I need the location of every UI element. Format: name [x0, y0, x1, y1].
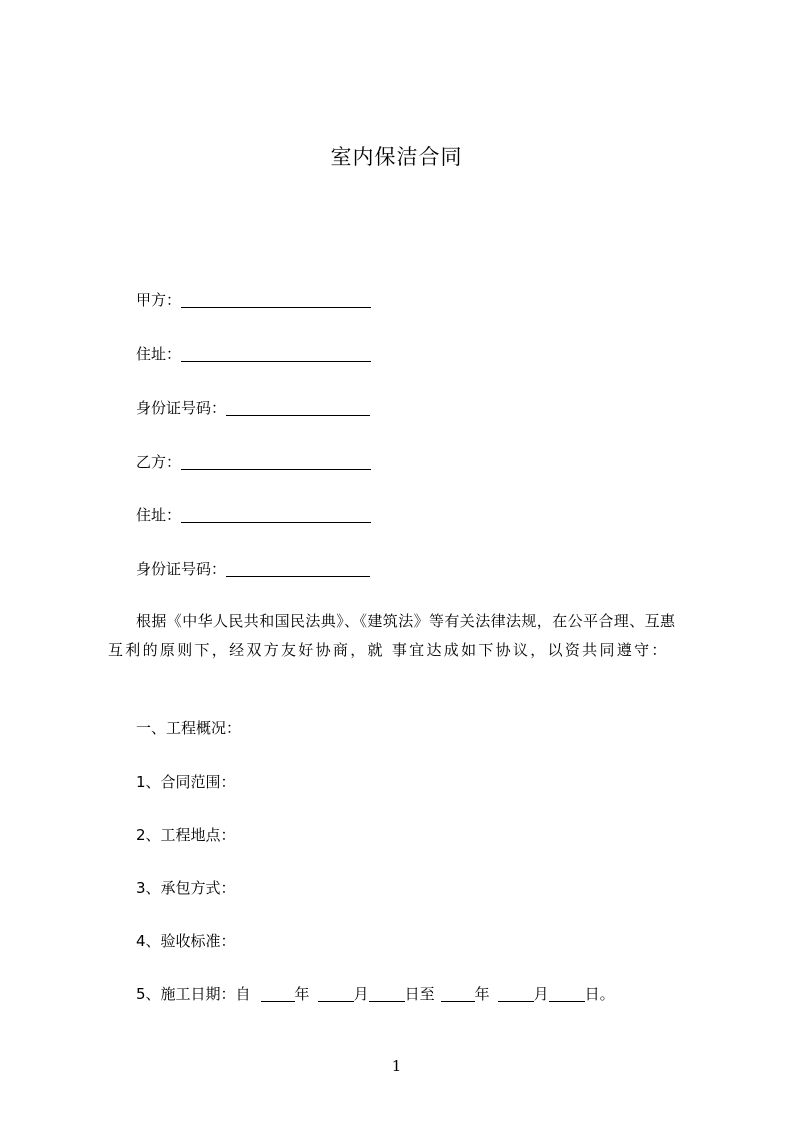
page-number: 1 [391, 1057, 402, 1075]
start-year-label: 年 [294, 985, 310, 1003]
acceptance-standard-item: 4、验收标准： [136, 932, 236, 950]
party-b-id-blank[interactable] [226, 562, 370, 577]
party-a-id-blank[interactable] [226, 401, 370, 416]
party-b-field [136, 452, 371, 472]
party-a-id-field [136, 398, 370, 418]
construction-date-line [136, 984, 615, 1004]
start-year-blank[interactable] [261, 987, 295, 1002]
document-title: 室内保洁合同 [330, 145, 463, 169]
party-b-label: 乙方： [136, 453, 182, 471]
start-month-label: 月 [353, 985, 369, 1003]
end-year-label: 年 [474, 985, 490, 1003]
date-prefix: 5、施工日期：自 [136, 985, 251, 1003]
party-a-blank[interactable] [181, 293, 371, 308]
party-a-id-label: 身份证号码： [136, 399, 227, 417]
section-1-heading: 一、工程概况： [136, 719, 242, 737]
party-a-address-label: 住址： [136, 345, 182, 363]
party-a-address-blank[interactable] [181, 347, 371, 362]
party-b-blank[interactable] [181, 455, 371, 470]
start-day-blank[interactable] [369, 987, 405, 1002]
preamble-paragraph [108, 611, 688, 660]
party-b-id-field [136, 559, 370, 579]
party-a-label: 甲方： [136, 291, 182, 309]
end-day-blank[interactable] [549, 987, 585, 1002]
project-location-item: 2、工程地点： [136, 826, 236, 844]
preamble-line-2: 互利的原则下，经双方友好协商，就 事宜达成如下协议，以资共同遵守： [108, 641, 669, 659]
party-a-field [136, 290, 371, 310]
party-b-address-field [136, 505, 371, 525]
end-month-label: 月 [533, 985, 549, 1003]
party-b-address-label: 住址： [136, 506, 182, 524]
end-label: 日。 [584, 985, 615, 1003]
preamble-line-1: 根据《中华人民共和国民法典》、《建筑法》等有关法律法规，在公平合理、互惠 [136, 612, 676, 630]
start-month-blank[interactable] [318, 987, 354, 1002]
party-a-address-field [136, 344, 371, 364]
party-b-id-label: 身份证号码： [136, 560, 227, 578]
contract-method-item: 3、承包方式： [136, 879, 236, 897]
party-b-address-blank[interactable] [181, 508, 371, 523]
contract-scope-item: 1、合同范围： [136, 773, 236, 791]
end-year-blank[interactable] [441, 987, 475, 1002]
end-month-blank[interactable] [498, 987, 534, 1002]
day-to-label: 日至 [404, 985, 435, 1003]
